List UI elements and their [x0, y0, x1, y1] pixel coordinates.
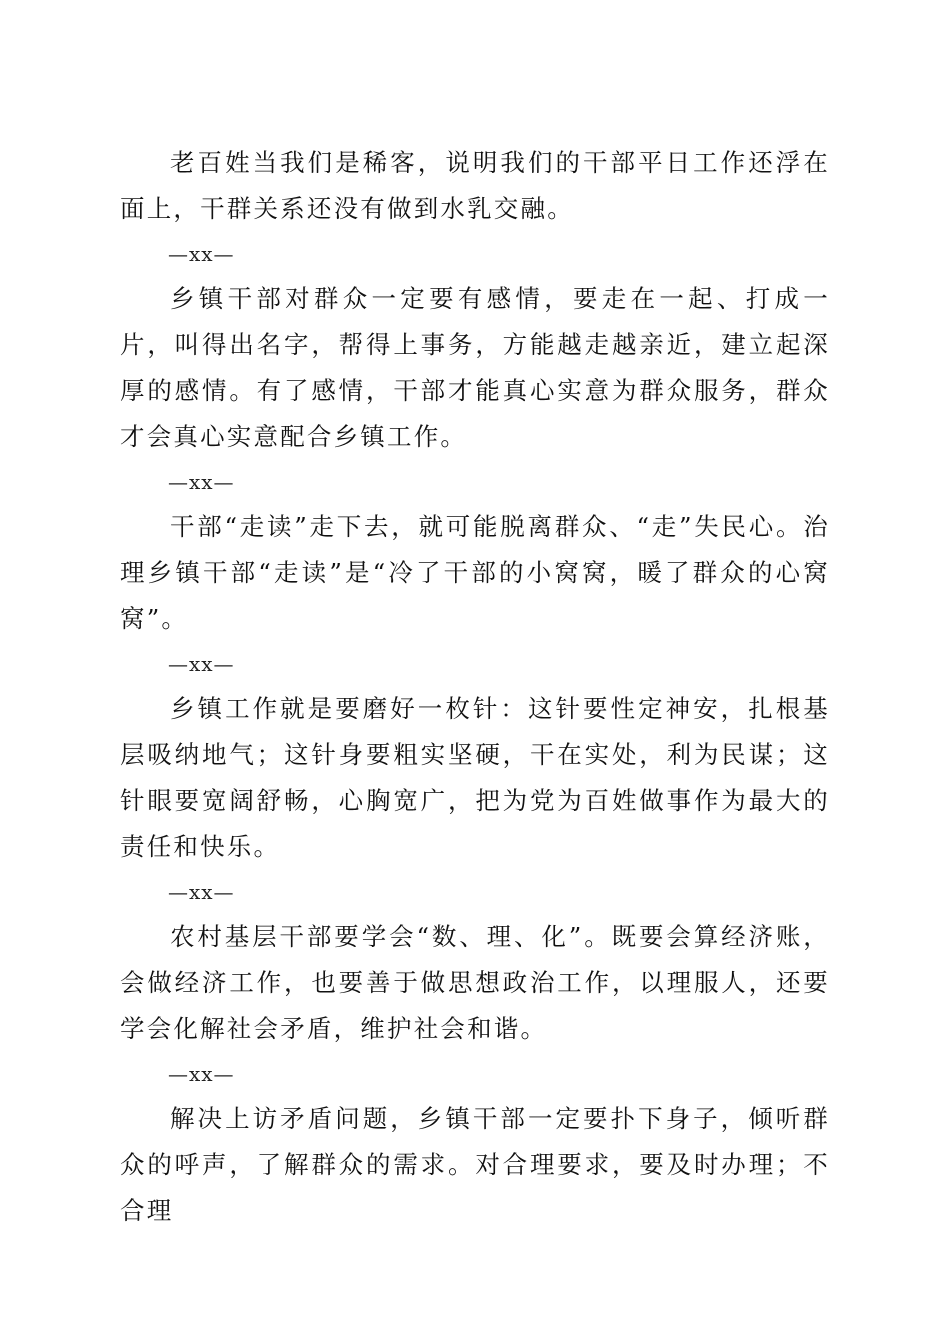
- paragraph: 乡镇工作就是要磨好一枚针：这针要性定神安，扎根基层吸纳地气；这针身要粗实坚硬，干在实处，利为民谋；这针眼要宽阔舒畅，心胸宽广，把为党为百姓做事作为最大的责任和快乐。: [120, 694, 830, 861]
- section-separator: —xx—: [168, 1062, 235, 1086]
- paragraph: 农村基层干部要学会“数、理、化”。既要会算经济账，会做经济工作，也要善于做思想政治工作，以理服人，还要学会化解社会矛盾，维护社会和谐。: [120, 922, 830, 1043]
- paragraph: 解决上访矛盾问题，乡镇干部一定要扑下身子，倾听群众的呼声，了解群众的需求。对合理要求，要及时办理；不合理: [120, 1104, 830, 1225]
- paragraph: 干部“走读”走下去，就可能脱离群众、“走”失民心。治理乡镇干部“走读”是“冷了干部的小窝窝，暖了群众的心窝窝”。: [120, 512, 830, 633]
- section-separator: —xx—: [168, 880, 235, 904]
- paragraph: 乡镇干部对群众一定要有感情，要走在一起、打成一片，叫得出名字，帮得上事务，方能越走越亲近，建立起深厚的感情。有了感情，干部才能真心实意为群众服务，群众才会真心实意配合乡镇工作。: [120, 284, 830, 451]
- paragraph: 老百姓当我们是稀客，说明我们的干部平日工作还浮在面上，干群关系还没有做到水乳交融。: [120, 148, 830, 223]
- section-separator: —xx—: [168, 242, 235, 266]
- section-separator: —xx—: [168, 652, 235, 676]
- section-separator: —xx—: [168, 470, 235, 494]
- document-body: [120, 140, 830, 1234]
